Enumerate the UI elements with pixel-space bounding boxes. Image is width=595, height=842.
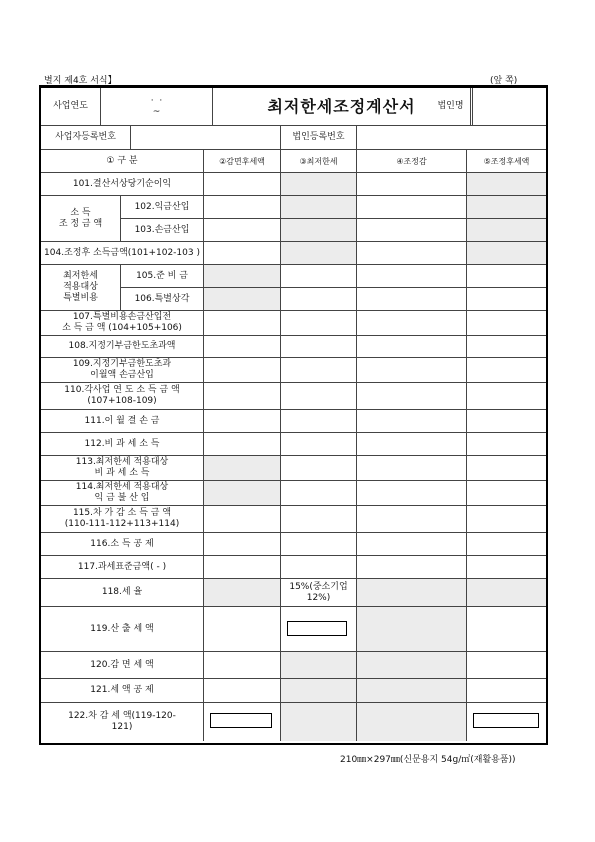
row-label-r110: 110.각사업 연 도 소 득 금 액 (107+108-109) [41,383,204,410]
row-label-r107: 107.특별비용손금산입전 소 득 금 액 (104+105+106) [41,311,204,336]
row-label-r118: 118.세 율 [41,579,204,607]
cell-r109-col4[interactable] [357,358,467,383]
row-label-r102: 102.익금산입 [121,196,204,219]
cell-r116-col5[interactable] [467,533,546,556]
cell-r111-col4[interactable] [357,410,467,433]
row-label-r122: 122.차 감 세 액(119-120- 121) [41,703,204,741]
paper-spec: 210㎜×297㎜(신문용지 54g/㎡(재활용품)) [340,755,516,765]
cell-r119-col4 [357,607,467,652]
cell-r109-col2[interactable] [204,358,281,383]
corp-name-label: 법인명 [429,88,473,126]
cell-r120-col4 [357,652,467,679]
corp-reg-label: 법인등록번호 [281,126,357,150]
cell-r114-col5[interactable] [467,481,546,506]
form-number: 별지 제4호 서식】 [44,76,117,86]
cell-r105-col3[interactable] [281,265,357,288]
cell-r101-col3 [281,173,357,196]
group-label-group_income: 소 득 조 정 금 액 [41,196,121,242]
col-header-adjustment: ④조정감 [357,150,467,173]
cell-r118-col5 [467,579,546,607]
cell-r103-col5 [467,219,546,242]
cell-r116-col4[interactable] [357,533,467,556]
cell-r122-col4 [357,703,467,741]
cell-r104-col3 [281,242,357,265]
cell-r112-col4[interactable] [357,433,467,456]
cell-r116-col3[interactable] [281,533,357,556]
cell-r112-col5[interactable] [467,433,546,456]
cell-r114-col3[interactable] [281,481,357,506]
row-label-r120: 120.감 면 세 액 [41,652,204,679]
deducted-tax-box-col2[interactable] [210,713,272,728]
cell-r104-col5 [467,242,546,265]
cell-r117-col5[interactable] [467,556,546,579]
cell-r115-col3[interactable] [281,506,357,533]
col-header-post-adjustment-tax: ⑤조정후세액 [467,150,546,173]
cell-r112-col3[interactable] [281,433,357,456]
cell-r119-col2[interactable] [204,607,281,652]
cell-r101-col2[interactable] [204,173,281,196]
page-side-label: (앞 쪽) [490,76,518,86]
col-header-minimum-tax: ③최저한세 [281,150,357,173]
cell-r106-col4[interactable] [357,288,467,311]
cell-r120-col3 [281,652,357,679]
cell-r104-col4[interactable] [357,242,467,265]
row-label-r121: 121.세 액 공 제 [41,679,204,703]
row-label-r116: 116.소 득 공 제 [41,533,204,556]
form-frame [39,85,548,745]
cell-r102-col5 [467,196,546,219]
row-label-r112: 112.비 과 세 소 득 [41,433,204,456]
cell-r113-col3[interactable] [281,456,357,481]
cell-r121-col5[interactable] [467,679,546,703]
form-title: 최저한세조정계산서 [213,88,471,126]
cell-r110-col3[interactable] [281,383,357,410]
row-label-r111: 111.이 월 결 손 금 [41,410,204,433]
corp-name-field[interactable] [473,88,546,126]
cell-r103-col3 [281,219,357,242]
row-label-r101: 101.결산서상당기순이익 [41,173,204,196]
cell-r102-col3 [281,196,357,219]
row-label-r113: 113.최저한세 적용대상 비 과 세 소 득 [41,456,204,481]
row-label-r103: 103.손금산입 [121,219,204,242]
row-label-r115: 115.차 가 감 소 득 금 액 (110-111-112+113+114) [41,506,204,533]
cell-r104-col2[interactable] [204,242,281,265]
cell-r121-col3 [281,679,357,703]
biz-reg-label: 사업자등록번호 [41,126,131,150]
cell-r105-col4[interactable] [357,265,467,288]
cell-r118-col3: 15%(중소기업 12%) [281,579,357,607]
cell-r118-col2 [204,579,281,607]
cell-r107-col4[interactable] [357,311,467,336]
cell-r102-col4[interactable] [357,196,467,219]
cell-r121-col4 [357,679,467,703]
cell-r107-col5[interactable] [467,311,546,336]
cell-r120-col5[interactable] [467,652,546,679]
row-label-r104: 104.조정후 소득금액(101+102-103 ) [41,242,204,265]
row-label-r109: 109.지정기부금한도초과 이월액 손금산입 [41,358,204,383]
group-label-group_special: 최저한세 적용대상 특별비용 [41,265,121,311]
cell-r101-col4[interactable] [357,173,467,196]
col-header-category: ① 구 분 [41,150,204,173]
cell-r115-col2[interactable] [204,506,281,533]
cell-r106-col5[interactable] [467,288,546,311]
biz-reg-field[interactable] [131,126,281,150]
cell-r109-col5[interactable] [467,358,546,383]
corp-reg-field[interactable] [357,126,546,150]
cell-r107-col2[interactable] [204,311,281,336]
cell-r122-col3 [281,703,357,741]
cell-r103-col2[interactable] [204,219,281,242]
row-label-r106: 106.특별상각 [121,288,204,311]
cell-r102-col2[interactable] [204,196,281,219]
cell-r115-col4[interactable] [357,506,467,533]
cell-r116-col2[interactable] [204,533,281,556]
cell-r107-col3[interactable] [281,311,357,336]
cell-r111-col5[interactable] [467,410,546,433]
row-label-r114: 114.최저한세 적용대상 익 금 불 산 입 [41,481,204,506]
cell-r117-col3[interactable] [281,556,357,579]
cell-r108-col2[interactable] [204,336,281,358]
cell-r117-col4[interactable] [357,556,467,579]
cell-r109-col3[interactable] [281,358,357,383]
cell-r110-col5[interactable] [467,383,546,410]
deducted-tax-box-col5[interactable] [473,713,539,728]
cell-r105-col5[interactable] [467,265,546,288]
cell-r106-col3[interactable] [281,288,357,311]
cell-r106-col2 [204,288,281,311]
cell-r108-col3[interactable] [281,336,357,358]
cell-r105-col2 [204,265,281,288]
cell-r108-col5[interactable] [467,336,546,358]
row-label-r119: 119.산 출 세 액 [41,607,204,652]
cell-r113-col5[interactable] [467,456,546,481]
cell-r108-col4[interactable] [357,336,467,358]
cell-r119-col5[interactable] [467,607,546,652]
cell-r114-col2 [204,481,281,506]
cell-r110-col4[interactable] [357,383,467,410]
cell-r101-col5 [467,173,546,196]
cell-r103-col4[interactable] [357,219,467,242]
cell-r120-col2[interactable] [204,652,281,679]
cell-r114-col4[interactable] [357,481,467,506]
row-label-r105: 105.준 비 금 [121,265,204,288]
fiscal-year-label: 사업연도 [41,88,101,126]
computed-tax-box[interactable] [287,621,347,636]
cell-r113-col2 [204,456,281,481]
cell-r110-col2[interactable] [204,383,281,410]
cell-r115-col5[interactable] [467,506,546,533]
cell-r113-col4[interactable] [357,456,467,481]
cell-r121-col2[interactable] [204,679,281,703]
cell-r111-col2[interactable] [204,410,281,433]
cell-r112-col2[interactable] [204,433,281,456]
row-label-r108: 108.지정기부금한도초과액 [41,336,204,358]
cell-r117-col2[interactable] [204,556,281,579]
fiscal-year-field[interactable]: · · ~ [101,88,213,126]
cell-r118-col4 [357,579,467,607]
col-header-post-reduction-tax: ②감면후세액 [204,150,281,173]
row-label-r117: 117.과세표준금액( - ) [41,556,204,579]
cell-r111-col3[interactable] [281,410,357,433]
